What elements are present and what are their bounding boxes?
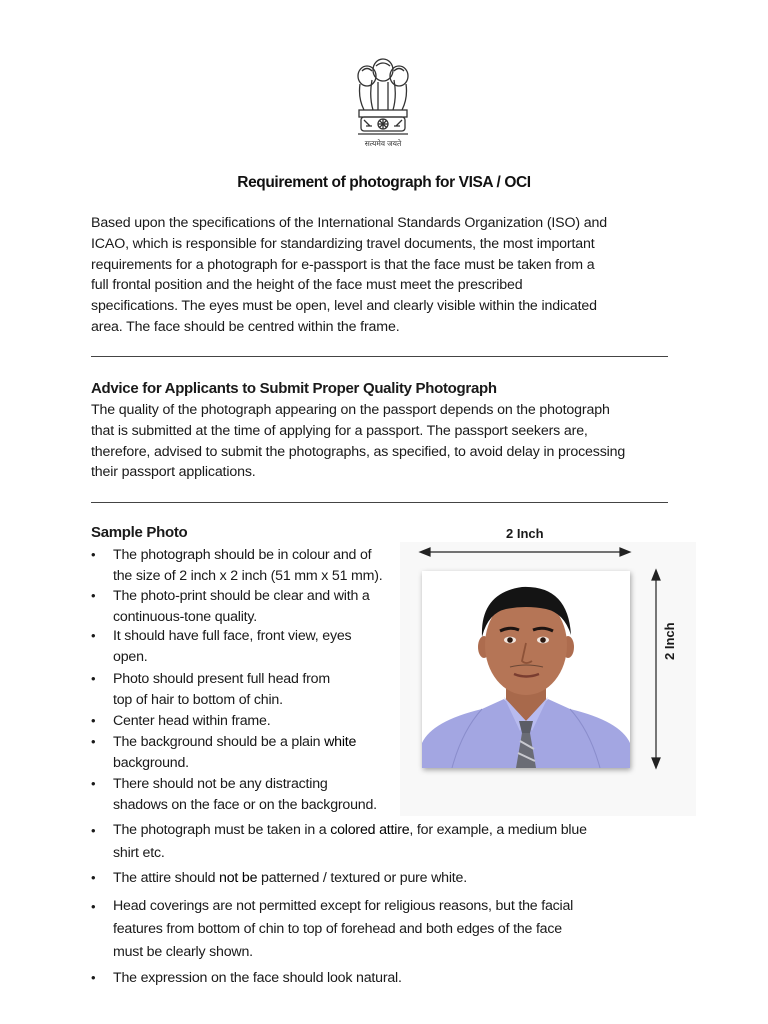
list-item-text: There should not be any distracting	[113, 776, 328, 792]
sample-photo-figure	[400, 522, 700, 817]
list-item-text: shirt etc.	[113, 845, 165, 861]
list-item-text: , for example, a medium blue	[409, 822, 587, 838]
list-item	[91, 586, 370, 628]
list-item-text: the size of 2 inch x 2 inch (51 mm x 51 mm).	[113, 567, 383, 584]
list-item-text: patterned / textured or pure white.	[257, 870, 467, 886]
list-item	[91, 819, 587, 865]
list-item	[91, 868, 467, 889]
sample-portrait	[422, 571, 630, 768]
page-title: Requirement of photograph for VISA / OCI	[237, 174, 531, 191]
list-item	[91, 732, 356, 774]
national-emblem-icon	[350, 56, 416, 138]
list-item-text: The photograph must be taken in a	[113, 822, 331, 838]
advice-paragraph	[91, 400, 656, 483]
intro-line: specifications. The eyes must be open, level and clearly visible within the indicated	[91, 298, 597, 315]
advice-line: therefore, advised to submit the photographs, as specified, to avoid delay in processing	[91, 443, 626, 460]
list-item-text: It should have full face, front view, eyes	[113, 628, 352, 644]
sample-photo-heading: Sample Photo	[91, 524, 188, 541]
list-item-text: must be clearly shown.	[113, 944, 253, 960]
list-item	[91, 968, 402, 989]
list-item-text: Center head within frame.	[113, 713, 271, 729]
national-emblem	[350, 56, 416, 152]
intro-paragraph	[91, 213, 651, 338]
list-item-text: open.	[113, 648, 148, 665]
advice-line: The quality of the photograph appearing on the passport depends on the photograph	[91, 402, 610, 418]
list-item-text: The photograph should be in colour and of	[113, 547, 372, 563]
list-item-text: top of hair to bottom of chin.	[113, 691, 283, 708]
intro-line: full frontal position and the height of the face must meet the prescribed	[91, 277, 523, 294]
list-item-text: shadows on the face or on the background.	[113, 796, 377, 813]
list-item	[91, 545, 383, 587]
list-item-text: The photo-print should be clear and with a	[113, 588, 370, 604]
divider	[91, 356, 668, 357]
intro-line: Based upon the specifications of the International Standards Organization (ISO) and	[91, 215, 607, 231]
list-item-emphasis: white	[324, 734, 357, 750]
height-label: 2 Inch	[662, 622, 677, 660]
advice-line: their passport applications.	[91, 464, 256, 481]
list-item-text: Photo should present full head from	[113, 671, 330, 687]
intro-line: ICAO, which is responsible for standardizing travel documents, the most important	[91, 235, 595, 252]
list-item-text: The attire should	[113, 870, 220, 886]
list-item-text: continuous-tone quality.	[113, 608, 258, 625]
intro-line: requirements for a photograph for e-passport is that the face must be taken from a	[91, 256, 595, 273]
list-item	[91, 711, 270, 732]
width-label: 2 Inch	[506, 526, 544, 541]
person-portrait-icon	[422, 571, 630, 768]
list-item-emphasis: not be	[219, 870, 258, 886]
list-item-text: The background should be a plain	[113, 734, 325, 750]
divider	[91, 502, 668, 503]
list-item-text: Head coverings are not permitted except for religious reasons, but the facial	[113, 898, 574, 914]
list-item	[91, 669, 330, 711]
list-item-text: The expression on the face should look natural.	[113, 970, 402, 986]
intro-line: area. The face should be centred within the frame.	[91, 318, 400, 335]
advice-line: that is submitted at the time of applying for a passport. The passport seekers are,	[91, 422, 588, 439]
list-item-emphasis: colored attire	[330, 822, 410, 838]
list-item-text: features from bottom of chin to top of forehead and both edges of the face	[113, 921, 562, 937]
list-item	[91, 626, 351, 668]
emblem-motto: सत्यमेव जयते	[364, 139, 402, 148]
list-item-text: background.	[113, 754, 189, 771]
advice-heading: Advice for Applicants to Submit Proper Quality Photograph	[91, 380, 497, 397]
list-item	[91, 774, 377, 816]
list-item	[91, 895, 573, 964]
